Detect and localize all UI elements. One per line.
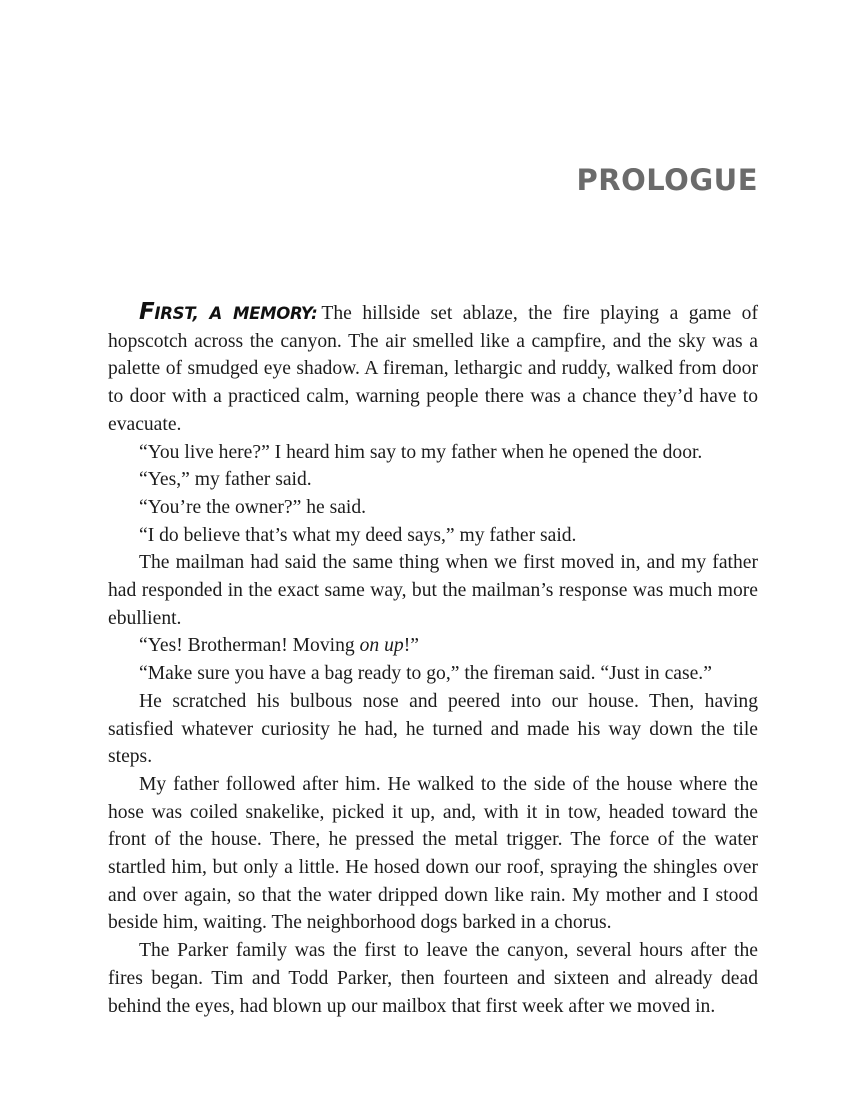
paragraph-6: The mailman had said the same thing when we first moved in, and my father had responded in the exact same way, but the mailman’s response was much more ebullient. [108, 552, 758, 629]
paragraph-1-text: The hillside set ablaze, the fire playing a game of hopscotch across the canyon. The air smelled like a campfire, and the sky was a palette of smudged eye shadow. A fireman, lethargic and ruddy, walked from door to door with a practiced calm, warning people there was a chance they’d have to evacuate. [108, 303, 758, 435]
paragraph-7-emphasis: on up [359, 635, 404, 657]
lead-in [139, 299, 318, 325]
paragraph-1 [108, 299, 758, 439]
paragraph-3: “Yes,” my father said. [139, 469, 312, 491]
paragraph-7-after: !” [403, 635, 419, 657]
paragraph-2: “You live here?” I heard him say to my father when he opened the door. [139, 441, 703, 463]
paragraph-9: He scratched his bulbous nose and peered into our house. Then, having satisfied whatever curiosity he had, he turned and made his way down the tile steps. [108, 690, 758, 768]
paragraph-7-before: “Yes! Brotherman! Moving [139, 635, 360, 657]
paragraph-5: “I do believe that’s what my deed says,” my father said. [139, 524, 577, 546]
lead-in-first-letter: F [139, 299, 155, 325]
paragraph-4: “You’re the owner?” he said. [139, 496, 367, 518]
paragraph-8: “Make sure you have a bag ready to go,” the fireman said. “Just in case.” [139, 663, 712, 685]
lead-in-rest: IRST, A MEMORY: [154, 304, 318, 323]
paragraph-7 [108, 632, 758, 660]
paragraph-10: My father followed after him. He walked to the side of the house where the hose was coiled snakelike, picked it up, and, with it in tow, headed toward the front of the house. There, he pressed the metal trigger. The force of the water startled him, but only a little. He hosed down our roof, spraying the shingles over and over again, so that the water dripped down like rain. My mother and I stood beside him, waiting. The neighborhood dogs barked in a chorus. [108, 773, 758, 934]
paragraph-11: The Parker family was the first to leave the canyon, several hours after the fires began. Tim and Todd Parker, then fourteen and sixteen and already dead behind the eyes, had blown up our mailbox that first week after we moved in. [108, 940, 758, 1017]
chapter-body [108, 299, 758, 1020]
chapter-title: PROLOGUE [576, 163, 758, 197]
